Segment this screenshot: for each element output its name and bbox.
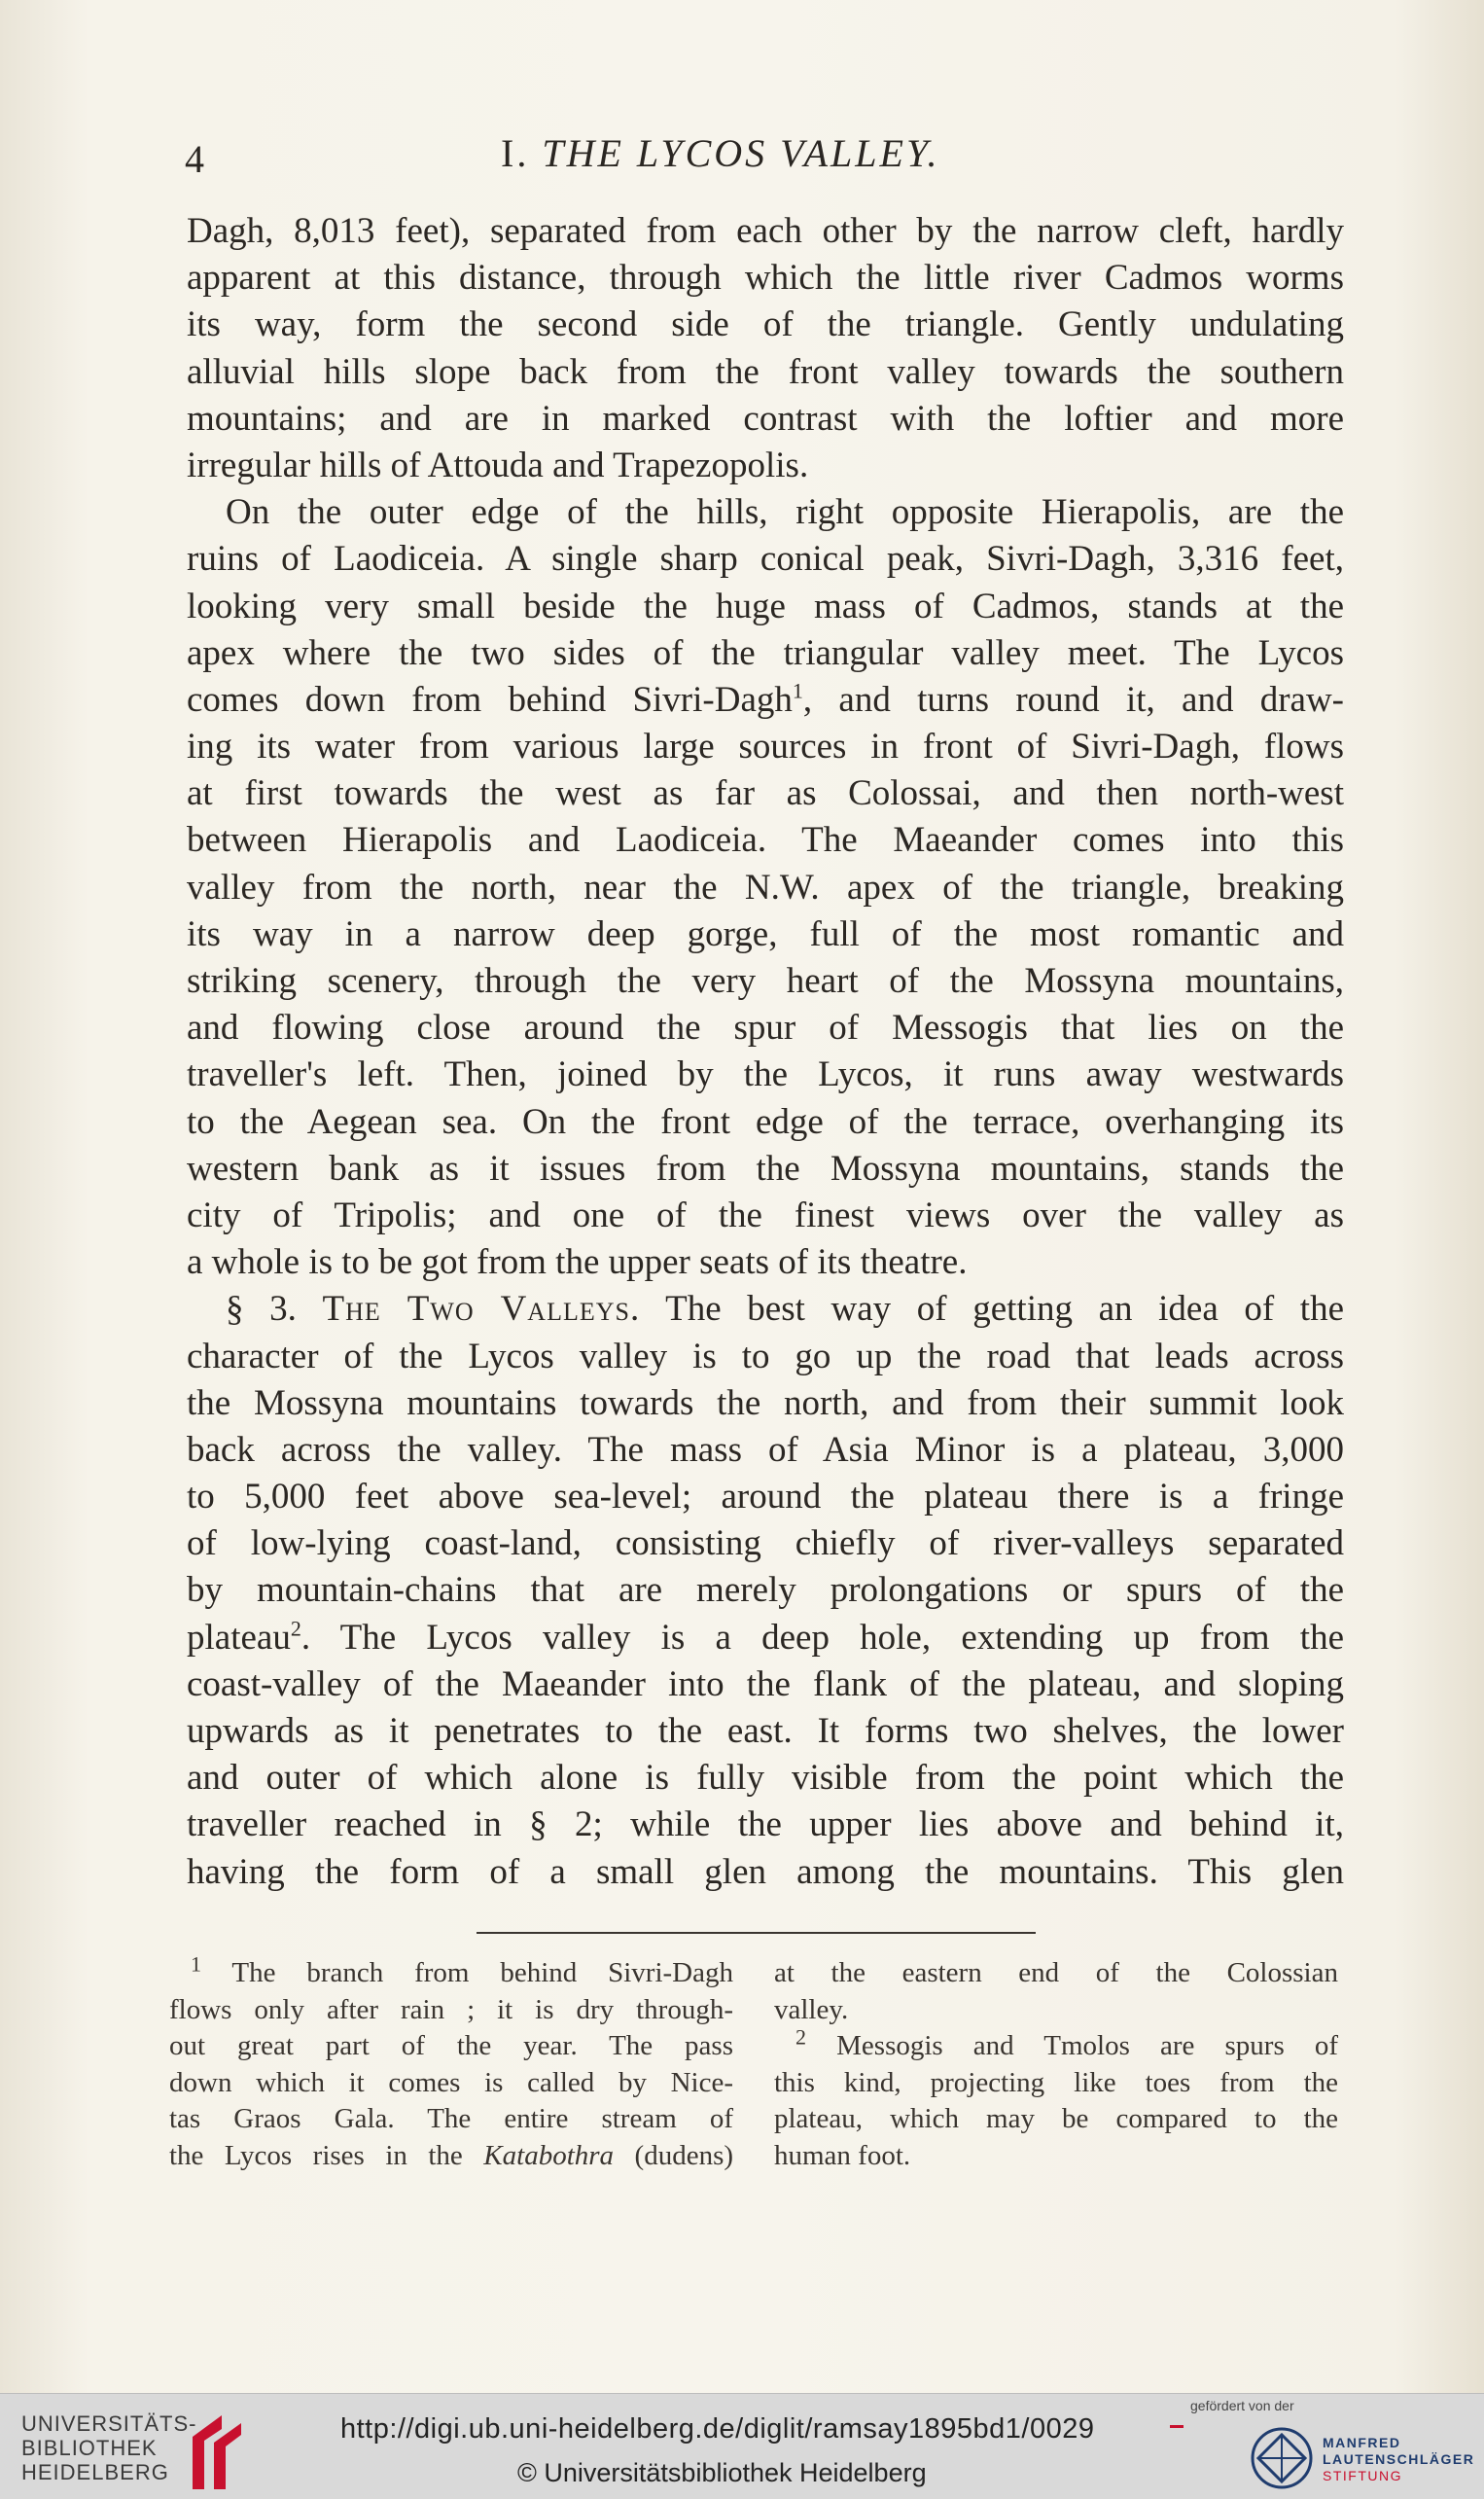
library-name-line: HEIDELBERG	[21, 2460, 169, 2484]
section-number: § 3.	[226, 1289, 297, 1330]
section-title: The Two Valleys.	[322, 1289, 641, 1330]
footnotes-right-column	[774, 1955, 1338, 2174]
text-line: character of the Lycos valley is to go up the road that leads across	[187, 1336, 1344, 1376]
text-segment: (dudens)	[634, 2139, 734, 2171]
text-line: striking scenery, through the very heart of the Mossyna mountains,	[187, 961, 1344, 1001]
text-line: back across the valley. The mass of Asia Minor is a plateau, 3,000	[187, 1429, 1344, 1470]
text-line: apparent at this distance, through which the little river Cadmos worms	[187, 258, 1344, 299]
footnote-line: valley.	[774, 1993, 849, 2025]
text-line: looking very small beside the huge mass of Cadmos, stands at the	[187, 586, 1344, 626]
text-line: city of Tripolis; and one of the finest views over the valley as	[187, 1195, 1344, 1235]
text-line: between Hierapolis and Laodiceia. The Maeander comes into this	[187, 820, 1344, 861]
footnote-marker-2: 2	[795, 2024, 806, 2050]
sponsor-name	[1323, 2435, 1474, 2484]
text-segment: The branch from behind Sivri-Dagh	[231, 1957, 733, 1988]
text-line: coast-valley of the Maeander into the flank of the plateau, and sloping	[187, 1663, 1344, 1704]
footnote-line: this kind, projecting like toes from the	[774, 2066, 1338, 2098]
footer-bar	[0, 2393, 1484, 2499]
text-line: by mountain-chains that are merely prolongations or spurs of the	[187, 1570, 1344, 1611]
footnote-line: down which it comes is called by Nice-	[169, 2066, 733, 2098]
text-segment-italic: Katabothra	[483, 2139, 615, 2171]
text-line: upwards as it penetrates to the east. It forms two shelves, the lower	[187, 1711, 1344, 1751]
text-line: and flowing close around the spur of Messogis that lies on the	[187, 1008, 1344, 1049]
text-segment: comes down from behind Sivri-Dagh	[187, 679, 793, 720]
footnote-ref-1: 1	[792, 678, 803, 703]
footnote-rule	[477, 1932, 1036, 1934]
text-line: irregular hills of Attouda and Trapezopolis.	[187, 445, 809, 485]
text-line: to the Aegean sea. On the front edge of the terrace, overhanging its	[187, 1101, 1344, 1142]
library-name-line: UNIVERSITÄTS-	[21, 2411, 197, 2436]
footnote-line: plateau, which may be compared to the	[774, 2103, 1338, 2134]
text-line: its way in a narrow deep gorge, full of the most romantic and	[187, 913, 1344, 954]
text-line: of low-lying coast-land, consisting chiefly of river-valleys separated	[187, 1523, 1344, 1564]
text-line: apex where the two sides of the triangular valley meet. The Lycos	[187, 632, 1344, 673]
text-line: traveller's left. Then, joined by the Lycos, it runs away westwards	[187, 1054, 1344, 1095]
library-logo-icon	[185, 2408, 253, 2493]
text-line: the Mossyna mountains towards the north, and from their summit look	[187, 1382, 1344, 1423]
text-line: On the outer edge of the hills, right opposite Hierapolis, are the	[226, 492, 1344, 533]
permalink-url[interactable]: http://digi.ub.uni-heidelberg.de/diglit/ramsay1895bd1/0029	[340, 2413, 1095, 2445]
text-segment: The best way of getting an idea of the	[665, 1289, 1345, 1330]
text-line: and outer of which alone is fully visible from the point which the	[187, 1758, 1344, 1799]
text-segment: plateau	[187, 1617, 291, 1658]
text-line: at first towards the west as far as Colossai, and then north-west	[187, 773, 1344, 814]
text-line: ing its water from various large sources in front of Sivri-Dagh, flows	[187, 727, 1344, 768]
sponsor-name-line: LAUTENSCHLÄGER	[1323, 2451, 1475, 2467]
footnotes-left-column	[169, 1951, 734, 2174]
text-line: having the form of a small glen among the mountains. This glen	[187, 1851, 1344, 1892]
text-line: alluvial hills slope back from the front valley towards the southern	[187, 351, 1344, 392]
text-line: valley from the north, near the N.W. apex of the triangle, breaking	[187, 867, 1344, 908]
sponsor-label: gefördert von der	[1190, 2398, 1294, 2413]
text-line: mountains; and are in marked contrast with the loftier and more	[187, 398, 1344, 439]
page-number: 4	[185, 137, 204, 181]
footnote-line: flows only after rain ; it is dry through-	[169, 1993, 733, 2025]
footnote-line: tas Graos Gala. The entire stream of	[169, 2103, 733, 2134]
running-head	[185, 126, 1352, 185]
text-segment: the Lycos rises in the	[169, 2139, 463, 2171]
footnote-line: out great part of the year. The pass	[169, 2030, 733, 2061]
footnote-ref-2: 2	[290, 1616, 301, 1641]
section-heading-line	[187, 1286, 1344, 1333]
footnote-line	[774, 2024, 1339, 2065]
text-line-with-footnote-ref	[187, 677, 1344, 724]
library-name-line: BIBLIOTHEK	[21, 2436, 158, 2460]
footnote-line: human foot.	[774, 2139, 911, 2171]
text-line-with-footnote-ref	[187, 1615, 1344, 1661]
footnote-line	[169, 1951, 733, 1992]
sponsor-name-line: STIFTUNG	[1323, 2468, 1402, 2483]
footnote-line	[169, 2138, 733, 2175]
text-line: Dagh, 8,013 feet), separated from each other by the narrow cleft, hardly	[187, 211, 1344, 251]
text-line: ruins of Laodiceia. A single sharp conical peak, Sivri-Dagh, 3,316 feet,	[187, 539, 1344, 580]
chapter-title	[501, 130, 940, 176]
chapter-title-text: THE LYCOS VALLEY.	[542, 131, 940, 175]
text-line: to 5,000 feet above sea-level; around the plateau there is a fringe	[187, 1477, 1344, 1517]
text-segment: . The Lycos valley is a deep hole, extending up from the	[300, 1617, 1344, 1658]
text-line: western bank as it issues from the Mossyna mountains, stands the	[187, 1148, 1344, 1189]
sponsor-name-line: MANFRED	[1323, 2435, 1401, 2450]
red-dash	[1170, 2425, 1184, 2428]
footnote-marker-1: 1	[191, 1951, 201, 1977]
library-name	[21, 2411, 196, 2484]
text-segment: , and turns round it, and draw-	[802, 679, 1344, 720]
sponsor-logo-icon	[1243, 2423, 1321, 2493]
text-line: a whole is to be got from the upper seats of its theatre.	[187, 1242, 968, 1283]
text-segment: Messogis and Tmolos are spurs of	[836, 2030, 1339, 2061]
body-text	[187, 208, 1344, 1896]
text-line: traveller reached in § 2; while the upper lies above and behind it,	[187, 1804, 1344, 1845]
text-line: its way, form the second side of the triangle. Gently undulating	[187, 304, 1344, 345]
copyright-notice: © Universitätsbibliothek Heidelberg	[517, 2458, 927, 2487]
footnote-line: at the eastern end of the Colossian	[774, 1957, 1338, 1988]
chapter-numeral: I.	[501, 131, 530, 175]
